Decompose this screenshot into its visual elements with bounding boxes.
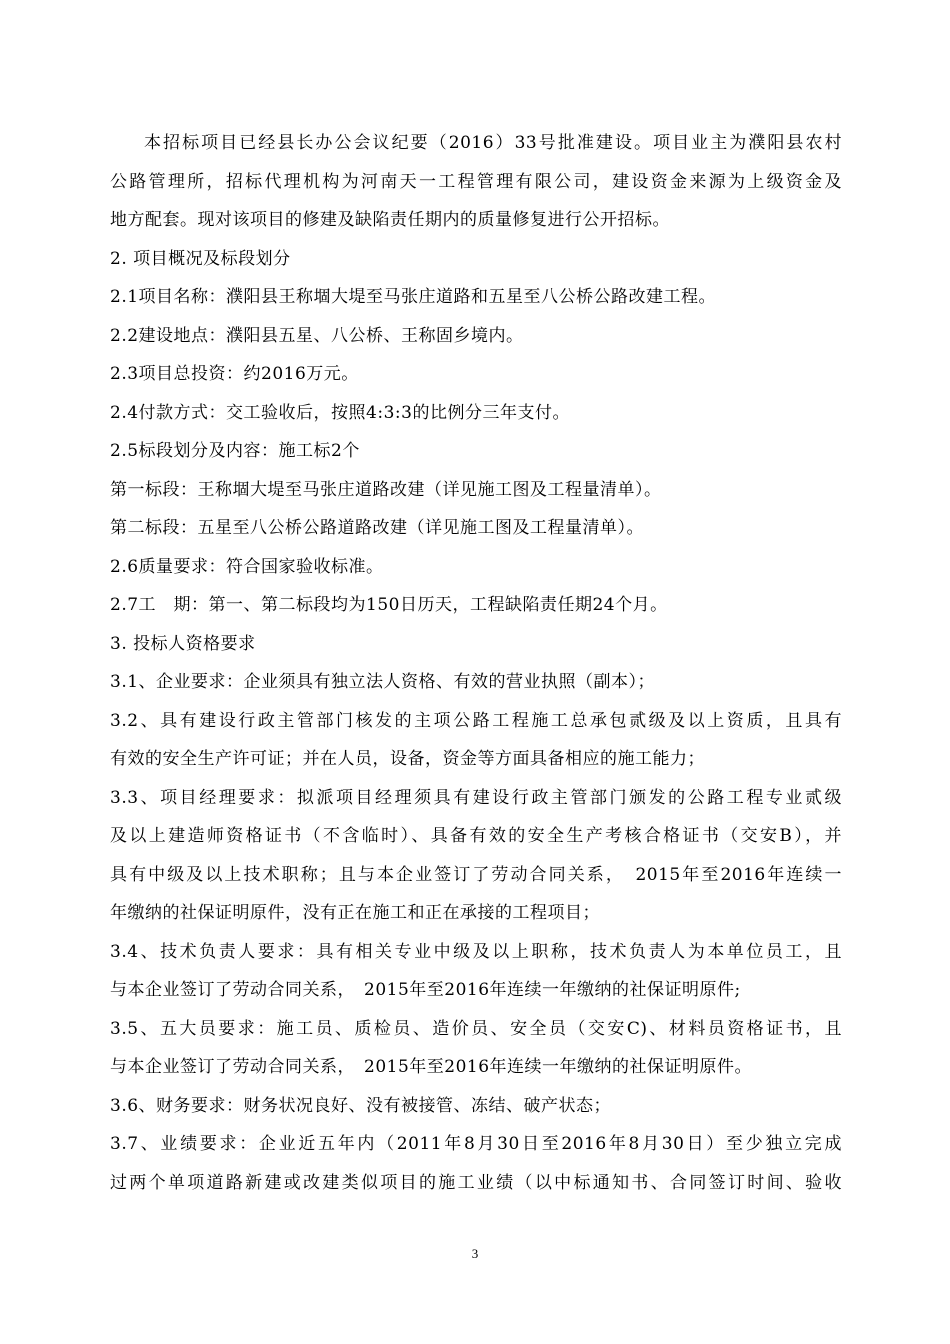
item-line: 有效的安全生产许可证；并在人员，设备，资金等方面具备相应的施工能力； — [110, 749, 705, 769]
paragraph-line: 本招标项目已经县长办公会议纪要（2016）33号批准建设。项目业主为濮阳县农村 — [144, 133, 842, 153]
item-line: 2.3项目总投资：约2016万元。 — [110, 364, 359, 384]
item-line: 2.5标段划分及内容：施工标2个 — [110, 441, 360, 461]
item-line: 2.6质量要求：符合国家验收标准。 — [110, 556, 384, 577]
document-body — [110, 124, 842, 1202]
item-line: 3.6、财务要求：财务状况良好、没有被接管、冻结、破产状态； — [110, 1095, 612, 1116]
item-line: 2.2建设地点：濮阳县五星、八公桥、王称固乡境内。 — [110, 325, 524, 346]
item-line: 3.2、具有建设行政主管部门核发的主项公路工程施工总承包贰级及以上资质，且具有 — [110, 710, 842, 731]
item-line: 过两个单项道路新建或改建类似项目的施工业绩（以中标通知书、合同签订时间、验收 — [110, 1172, 842, 1193]
item-line: 具有中级及以上技术职称；且与本企业签订了劳动合同关系， 2015年至2016年连续一 — [110, 864, 842, 885]
item-line: 第二标段：五星至八公桥公路道路改建（详见施工图及工程量清单）。 — [110, 518, 644, 538]
item-line: 及以上建造师资格证书（不含临时）、具备有效的安全生产考核合格证书（交安B），并 — [110, 826, 842, 846]
item-line: 3.1、企业要求：企业须具有独立法人资格、有效的营业执照（副本）； — [110, 672, 656, 692]
item-line: 第一标段：王称堌大堤至马张庄道路改建（详见施工图及工程量清单）。 — [110, 479, 662, 500]
item-line: 3.4、技术负责人要求：具有相关专业中级及以上职称，技术负责人为本单位员工，且 — [110, 941, 842, 962]
section-heading: 2. 项目概况及标段划分 — [110, 248, 291, 269]
item-line: 2.4付款方式：交工验收后，按照4:3:3的比例分三年支付。 — [110, 402, 570, 423]
page-number: 3 — [471, 1246, 479, 1261]
item-line: 2.1项目名称：濮阳县王称堌大堤至马张庄道路和五星至八公桥公路改建工程。 — [110, 287, 717, 307]
item-line: 2.7工 期：第一、第二标段均为150日历天，工程缺陷责任期24个月。 — [110, 595, 668, 615]
item-line: 与本企业签订了劳动合同关系， 2015年至2016年连续一年缴纳的社保证明原件。 — [110, 1057, 753, 1077]
paragraph-line: 地方配套。现对该项目的修建及缺陷责任期内的质量修复进行公开招标。 — [110, 210, 670, 230]
item-line: 3.7、业绩要求：企业近五年内（2011年8月30日至2016年8月30日）至少独立完成 — [110, 1134, 842, 1154]
section-heading: 3. 投标人资格要求 — [110, 633, 256, 654]
item-line: 与本企业签订了劳动合同关系， 2015年至2016年连续一年缴纳的社保证明原件; — [110, 980, 741, 1000]
item-line: 3.5、五大员要求：施工员、质检员、造价员、安全员（交安C)、材料员资格证书，且 — [110, 1018, 842, 1039]
paragraph-line: 公路管理所，招标代理机构为河南天一工程管理有限公司，建设资金来源为上级资金及 — [110, 171, 842, 192]
item-line: 3.3、项目经理要求：拟派项目经理须具有建设行政主管部门颁发的公路工程专业贰级 — [110, 787, 842, 808]
item-line: 年缴纳的社保证明原件，没有正在施工和正在承接的工程项目； — [110, 903, 600, 923]
